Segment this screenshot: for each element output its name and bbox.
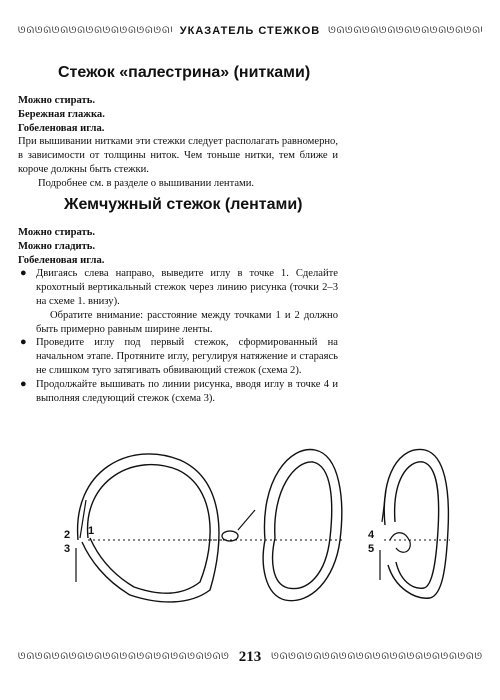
scheme-2-illustration [200, 450, 345, 601]
bullet-icon: ● [20, 377, 27, 390]
care-line: Гобеленовая игла. [18, 122, 105, 134]
care-line: Гобеленовая игла. [18, 254, 105, 266]
section-body-pearl-stitch [18, 226, 338, 405]
point-label: 4 [368, 529, 375, 541]
scheme-3-illustration [380, 449, 450, 598]
reference-note: Подробнее см. в разделе о вышивании лентами. [38, 177, 255, 189]
bullet-icon: ● [20, 267, 27, 280]
care-line: Можно гладить. [18, 240, 96, 252]
attention-note: Обратите внимание: расстояние между точками 1 и 2 должно быть примерно равным ширине ленты. [36, 309, 338, 335]
point-label: 2 [64, 529, 71, 541]
instruction-step [18, 267, 338, 308]
step-text: Проведите иглу под первый стежок, сформированный на начальном этапе. Протяните иглу, регулируя натяжение и стараясь не слишком туго затягивать обвивающий стежок (схема 2). [36, 337, 338, 376]
instruction-step [18, 336, 338, 377]
section-title-palestrina: Стежок «палестрина» (нитками) [58, 64, 311, 81]
ornament-border-left [18, 652, 229, 662]
care-line: Бережная глажка. [18, 108, 105, 120]
point-label: 3 [64, 543, 71, 555]
ornament-border-right [271, 652, 482, 662]
running-header [18, 25, 482, 37]
step-text: Продолжайте вышивать по линии рисунка, вводя иглу в точке 4 и выполняя следующий стежок (схема 3). [36, 378, 338, 404]
section-body-palestrina [18, 94, 338, 191]
bullet-icon: ● [20, 336, 27, 349]
point-label: 5 [368, 543, 375, 555]
care-line: Можно стирать. [18, 227, 96, 238]
running-title: УКАЗАТЕЛЬ СТЕЖКОВ [179, 25, 321, 37]
scheme-1-illustration [76, 454, 225, 602]
instruction-step [18, 378, 338, 406]
running-footer [18, 651, 482, 663]
step-text: Двигаясь слева направо, выведите иглу в точке 1. Сделайте крохотный вертикальный стежок через линию рисунка (точки 2–3 на схеме 1. внизу). [36, 268, 338, 307]
body-paragraph: При вышивании нитками эти стежки следует располагать равномерно, в зависимости от толщины ниток. Чем тоньше нитки, тем ближе и короче должны быть стежки. [18, 136, 338, 175]
point-label: 1 [88, 525, 95, 537]
care-line: Можно стирать. [18, 95, 96, 106]
ornament-border-left [18, 26, 172, 36]
stitch-diagrams [50, 430, 470, 610]
ornament-border-right [328, 26, 482, 36]
section-title-pearl-stitch: Жемчужный стежок (лентами) [64, 196, 303, 213]
page-number: 213 [238, 651, 262, 663]
